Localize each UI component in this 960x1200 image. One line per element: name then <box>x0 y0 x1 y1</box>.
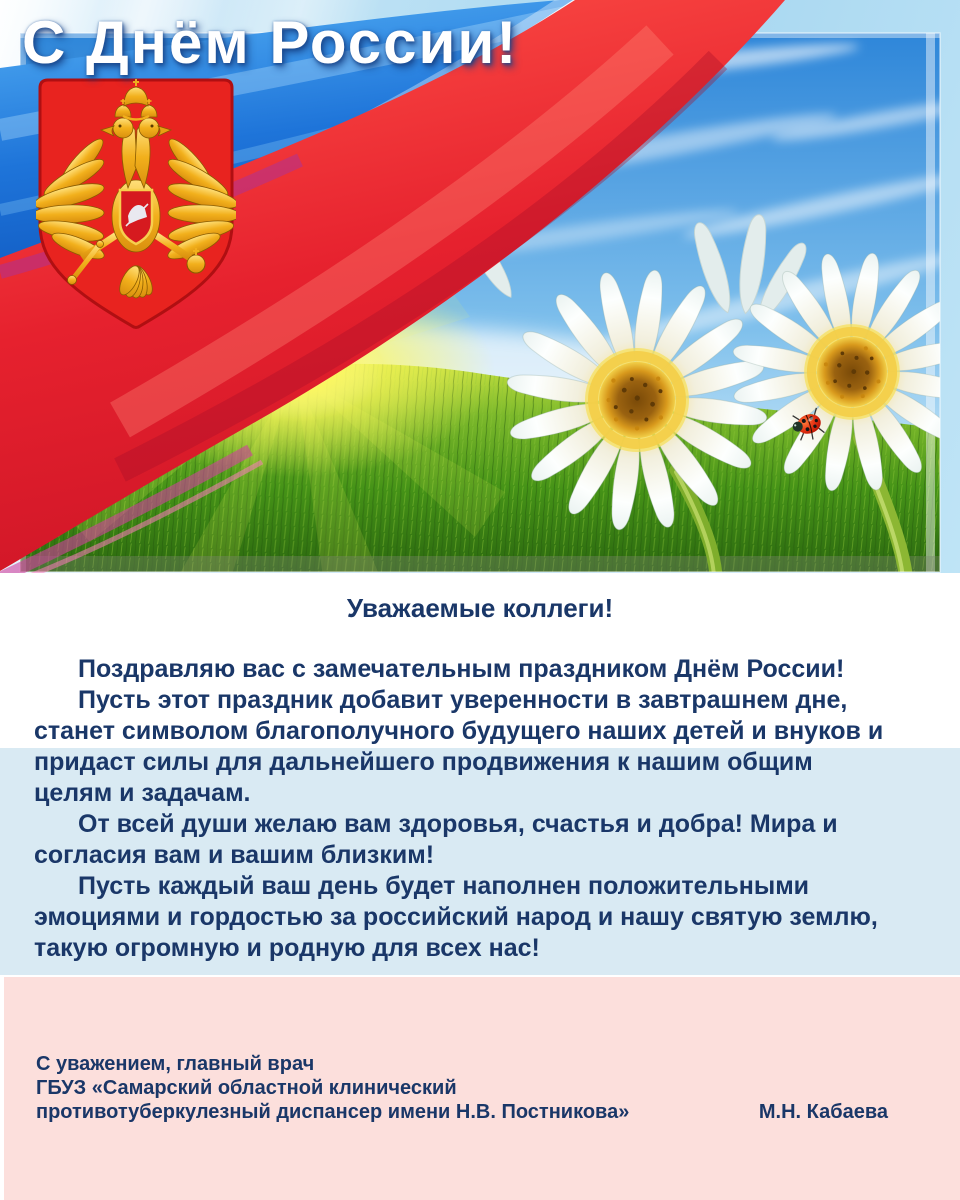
message-line: целям и задачам. <box>34 779 251 807</box>
message-line: станет символом благополучного будущего наших детей и внуков и <box>34 717 884 745</box>
russian-coat-of-arms <box>36 76 236 334</box>
organization-name: противотуберкулезный диспансер имени Н.В. Постникова» <box>36 1101 630 1123</box>
message-line: эмоциями и гордостью за российский народ и нашу святую землю, <box>34 903 878 931</box>
crest-center-shield <box>120 190 152 244</box>
signature-line <box>36 1100 888 1124</box>
signer-name: М.Н. Кабаева <box>758 1101 888 1123</box>
message-line: Поздравляю вас с замечательным праздником Днём России! <box>78 655 845 683</box>
message-line: такую огромную и родную для всех нас! <box>34 934 540 962</box>
greeting-heading: Уважаемые коллеги! <box>346 593 614 623</box>
message-line: Пусть этот праздник добавит уверенности в завтрашнем дне, <box>78 686 848 714</box>
message-body <box>34 654 944 964</box>
message-line: От всей души желаю вам здоровья, счастья и добра! Мира и <box>78 810 838 838</box>
banner-title: С Днём России! <box>22 9 519 76</box>
message-line: придаст силы для дальнейшего продвижения к нашим общим <box>34 748 813 776</box>
signature-line: ГБУЗ «Самарский областной клинический <box>36 1077 457 1099</box>
signature-block <box>36 1052 888 1124</box>
message-line: согласия вам и вашим близким! <box>34 841 435 869</box>
message-line: Пусть каждый ваш день будет наполнен положительными <box>78 872 810 900</box>
signature-line: С уважением, главный врач <box>36 1053 315 1075</box>
banner <box>0 0 960 573</box>
